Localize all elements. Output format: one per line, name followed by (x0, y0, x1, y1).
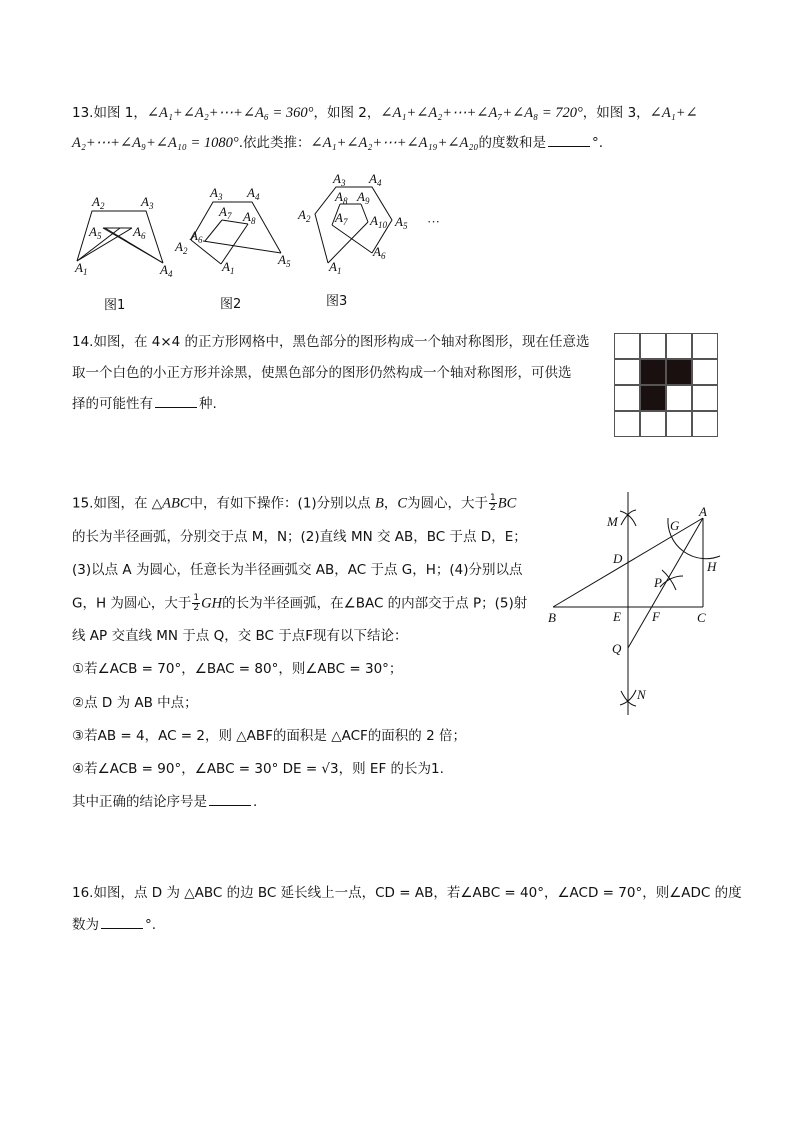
q15-text: 中，有如下操作：(1)分别以点 (189, 495, 375, 512)
q15-text: ， (383, 495, 398, 512)
grid-cell (692, 411, 718, 437)
grid-cell (666, 411, 692, 437)
label-H: H (707, 559, 717, 574)
grid-cell (666, 385, 692, 411)
svg-text:A1: $A_1$ (222, 259, 235, 276)
q14-grid (614, 333, 718, 437)
svg-text:A3: $A_3$ (210, 185, 223, 202)
q13-text: .依此类推： (238, 135, 311, 151)
q15-line-2: 的长为半径画弧，分别交于点 M，N；(2)直线 MN 交 AB，BC 于点 D，E； (72, 529, 527, 545)
svg-text:A4: $A_4$ (160, 262, 173, 279)
svg-text:A10: $A_{10}$ (370, 213, 387, 230)
label-Q: Q (612, 641, 622, 656)
q15-math: C (397, 495, 407, 512)
label-B: B (548, 610, 556, 625)
q16-text: °. (145, 917, 157, 933)
svg-text:A1: $A_1$ (75, 260, 88, 277)
svg-text:A6: $A_6$ (373, 244, 386, 261)
q13-text: 如图 1， (93, 105, 147, 121)
svg-text:A2: $A_2$ (92, 194, 105, 211)
label-A: A (699, 504, 707, 519)
q15-math: ABC (162, 495, 190, 512)
q15-text: 为圆心，大于 (407, 495, 488, 512)
label-N: N (637, 687, 646, 702)
grid-cell (692, 333, 718, 359)
q13-math: ∠A₁+∠A₂+⋯+∠A₇+∠A₈ = 720° (380, 105, 583, 121)
q16-text: 数为 (72, 917, 99, 933)
q13-math: ∠A₁+∠A₂+⋯+∠A₆ = 360° (146, 105, 314, 121)
svg-text:A3: $A_3$ (141, 194, 154, 211)
q13-text: 的度数和是 (478, 135, 546, 151)
q15-conclusion-1: ①若∠ACB = 70°，∠BAC = 80°，则∠ABC = 30°； (72, 661, 403, 677)
q14-text: 种. (199, 396, 217, 412)
q13-number: 13. (72, 105, 94, 121)
q14-text: 择的可能性有 (72, 396, 153, 412)
svg-text:A5: $A_5$ (395, 214, 408, 231)
grid-cell (614, 359, 640, 385)
q13-text: °. (591, 135, 603, 151)
q13-math: ∠A₁+∠ (649, 105, 698, 121)
svg-text:A7: $A_7$ (335, 210, 348, 227)
svg-text:A5: $A_5$ (89, 224, 102, 241)
q15-text: G，H 为圆心，大于 (72, 595, 192, 612)
label-F: F (652, 609, 660, 624)
q14-line-1: 14.如图，在 4×4 的正方形网格中，黑色部分的图形构成一个轴对称图形，现在任意选 (72, 334, 590, 350)
grid-cell (640, 333, 666, 359)
q15-line-5: 线 AP 交直线 MN 于点 Q，交 BC 于点F现有以下结论： (72, 628, 408, 644)
q13-math: ∠A₁+∠A₂+⋯+∠A₁₉+∠A₂₀ (310, 135, 479, 151)
q13-answer-blank[interactable] (548, 134, 590, 147)
grid-cell (614, 411, 640, 437)
q13-figure-3-caption: 图3 (326, 294, 348, 309)
q13-line-1 (72, 104, 698, 122)
q14-answer-blank[interactable] (155, 395, 197, 408)
label-C: C (697, 610, 706, 625)
fraction-one-half: $\frac{1}{2}$ (193, 593, 200, 613)
q15-text: 的长为半径画弧，在∠BAC 的内部交于点 P；(5)射 (222, 595, 528, 612)
q14-line-3 (72, 395, 217, 413)
svg-text:A4: $A_4$ (247, 185, 260, 202)
q13-figure-2-caption: 图2 (220, 297, 242, 312)
grid-cell-black (640, 359, 666, 385)
q15-math: B (374, 495, 384, 512)
q15-line-3: (3)以点 A 为圆心，任意长为半径画弧交 AB，AC 于点 G，H；(4)分别以点 (72, 562, 523, 578)
grid-cell (614, 385, 640, 411)
q15-text: 其中正确的结论序号是 (72, 794, 207, 810)
q15-conclusion-3: ③若AB = 4，AC = 2，则 △ABF的面积是 △ACF的面积的 2 倍； (72, 728, 466, 744)
label-D: D (613, 551, 623, 566)
q13-text: ，如图 2， (313, 105, 381, 121)
svg-text:A1: $A_1$ (329, 259, 342, 276)
fraction-one-half: $\frac{1}{2}$ (490, 493, 496, 513)
q15-line-4 (72, 594, 527, 613)
q16-answer-blank[interactable] (101, 916, 143, 929)
svg-text:A8: $A_8$ (243, 209, 256, 226)
q13-line-2 (72, 134, 603, 152)
q13-math: A₂+⋯+∠A₉+∠A₁₀ = 1080° (72, 135, 239, 151)
q14-line-2: 取一个白色的小正方形并涂黑，使黑色部分的图形仍然构成一个轴对称图形，可供选 (72, 365, 572, 381)
label-G: G (670, 518, 680, 533)
grid-cell (666, 333, 692, 359)
grid-cell (640, 411, 666, 437)
q16-line-2 (72, 916, 156, 934)
svg-text:A6: $A_6$ (133, 224, 146, 241)
svg-text:A2: $A_2$ (175, 239, 188, 256)
q13-text: ，如图 3， (582, 105, 650, 121)
q15-math: GH (201, 595, 223, 612)
label-M: M (607, 514, 618, 529)
svg-text:A2: $A_2$ (298, 207, 311, 224)
q15-question (72, 793, 257, 811)
svg-text:A4: $A_4$ (369, 171, 382, 188)
label-E: E (613, 609, 621, 624)
q15-text: 15.如图，在 △ (72, 495, 163, 512)
q15-text: . (253, 794, 258, 810)
svg-text:A6: $A_6$ (190, 228, 203, 245)
svg-text:A7: $A_7$ (219, 204, 232, 221)
q15-math: BC (497, 495, 517, 512)
grid-cell (692, 359, 718, 385)
q13-ellipsis: ··· (427, 214, 440, 229)
q15-conclusion-2: ②点 D 为 AB 中点； (72, 695, 198, 711)
grid-cell (614, 333, 640, 359)
svg-text:A3: $A_3$ (333, 171, 346, 188)
q16-line-1: 16.如图，点 D 为 △ABC 的边 BC 延长线上一点，CD = AB，若∠ABC = 40°，∠ACD = 70°，则∠ADC 的度 (72, 885, 742, 901)
svg-text:A9: $A_9$ (357, 189, 370, 206)
grid-cell-black (666, 359, 692, 385)
grid-cell (692, 385, 718, 411)
svg-text:A8: $A_8$ (335, 189, 348, 206)
q15-line-1 (72, 494, 516, 513)
grid-cell-black (640, 385, 666, 411)
q15-conclusion-4: ④若∠ACB = 90°，∠ABC = 30° DE = √3，则 EF 的长为1. (72, 761, 444, 777)
q13-figure-1-caption: 图1 (104, 298, 126, 313)
label-P: P (654, 575, 662, 590)
q15-answer-blank[interactable] (209, 793, 251, 806)
svg-text:A5: $A_5$ (278, 252, 291, 269)
